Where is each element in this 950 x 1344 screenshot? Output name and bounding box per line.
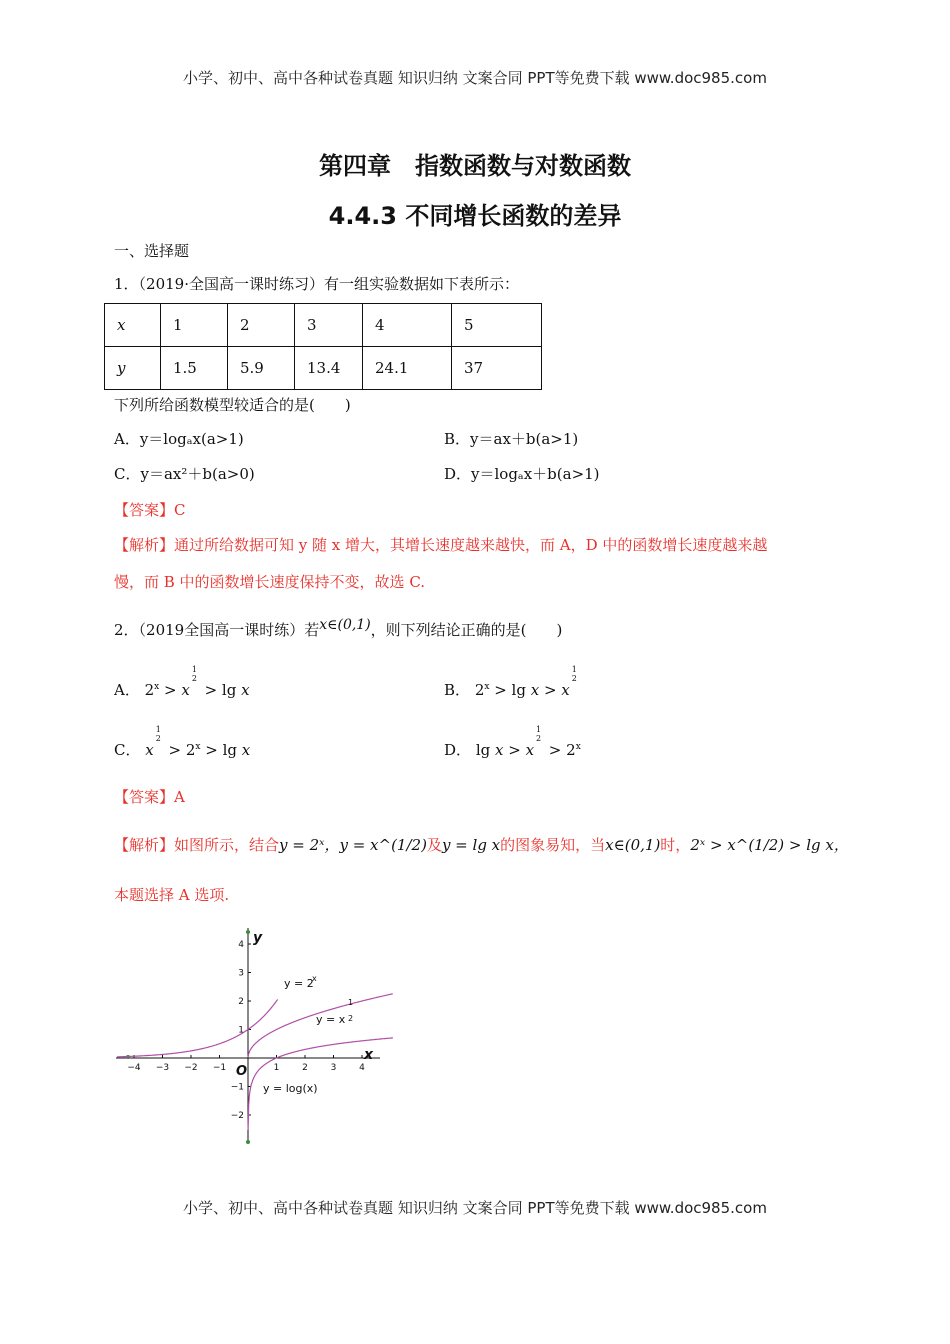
table-cell: 13.4 (295, 347, 363, 390)
q1-option-c: C．y＝ax²＋b(a>0) (114, 465, 255, 483)
chapter-title: 第四章 指数函数与对数函数 (319, 152, 631, 180)
q2-option-c (114, 725, 251, 760)
table-cell: 2 (228, 304, 295, 347)
x-tick-label: −4 (127, 1063, 141, 1073)
exp-label-sup: x (312, 974, 317, 983)
x-axis-label: x (364, 1047, 374, 1063)
q2-analysis-mid3: 时， (660, 836, 691, 854)
y-tick-label: 2 (238, 997, 244, 1007)
table-cell: y (105, 347, 161, 390)
y-axis-label: y (253, 930, 263, 946)
x-tick-label: −3 (155, 1063, 170, 1073)
table-row (105, 347, 542, 390)
q2-answer: 【答案】A (114, 788, 185, 806)
q2-analysis-prefix: 【解析】如图所示，结合 (114, 836, 280, 854)
q2-analysis-cond: x∈(0,1) (605, 836, 661, 854)
y-tick-label: −2 (230, 1111, 244, 1121)
section-title: 4.4.3 不同增长函数的差异 (328, 202, 622, 230)
section-label: 一、选择题 (114, 242, 190, 260)
table-row (105, 304, 542, 347)
q2-analysis-line1 (114, 834, 849, 855)
q2-option-a-label: A． (114, 681, 140, 699)
q2-option-a-math: $2^x > x$ 1 2 > lg x (144, 665, 250, 699)
q2-option-d-math: lg x > x 1 2 > $2^x$ (475, 725, 581, 759)
x-tick-label: 4 (359, 1063, 365, 1073)
sqrt-label-num: 1 (348, 998, 354, 1007)
q1-prompt: 下列所给函数模型较适合的是( ) (114, 396, 351, 414)
sqrt-label-den: 2 (348, 1014, 354, 1023)
q2-analysis-ineq: 2ˣ > x^(1/2) > lg x， (690, 836, 849, 854)
q2-analysis-line2: 本题选择 A 选项. (114, 886, 230, 904)
table-cell: 5 (452, 304, 542, 347)
q2-stem-prefix: 2．（2019全国高一课时练）若 (114, 621, 320, 639)
q2-stem-suffix: ，则下列结论正确的是( ) (370, 621, 563, 639)
graph-root (116, 928, 393, 1144)
y-axis-bottom-point (246, 1140, 250, 1144)
q1-option-a: A．y＝logₐx(a>1) (114, 430, 244, 448)
exp-curve (117, 999, 278, 1056)
q2-option-b (444, 665, 580, 700)
table-cell: 37 (452, 347, 542, 390)
table-cell: 5.9 (228, 347, 295, 390)
q1-stem: 1．（2019·全国高一课时练习）有一组实验数据如下表所示： (114, 275, 519, 293)
log-label: y = log(x) (263, 1082, 318, 1095)
page-footer: 小学、初中、高中各种试卷真题 知识归纳 文案合同 PPT等免费下载 www.doc985.com (183, 1199, 767, 1217)
page-header: 小学、初中、高中各种试卷真题 知识归纳 文案合同 PPT等免费下载 www.doc985.com (183, 69, 767, 87)
q2-stem-cond: x∈(0,1) (319, 617, 371, 633)
y-tick-label: −1 (230, 1082, 244, 1093)
q2-option-b-label: B． (444, 681, 471, 699)
x-tick-label: 2 (302, 1063, 308, 1073)
q1-analysis-line1: 【解析】通过所给数据可知 y 随 x 增大，其增长速度越来越快，而 A，D 中的函数增长速度越来越 (114, 536, 768, 554)
origin-label: O (236, 1064, 248, 1079)
sqrt-label: y = x (316, 1013, 346, 1026)
q2-option-c-label: C． (114, 741, 141, 759)
y-tick-label: 4 (238, 940, 244, 950)
x-tick-label: −1 (212, 1063, 227, 1073)
exp-label: y = 2 (284, 977, 314, 990)
table-cell: 4 (363, 304, 452, 347)
q2-analysis-mid2: 的图象易知，当 (500, 836, 606, 854)
table-cell: x (105, 304, 161, 347)
table-cell: 1 (161, 304, 228, 347)
x-tick-label: −2 (184, 1063, 198, 1073)
q1-data-table (104, 303, 542, 390)
x-tick-label: 3 (330, 1063, 337, 1073)
q1-option-b: B．y＝ax＋b(a>1) (444, 430, 579, 448)
q2-stem (114, 619, 562, 640)
q1-answer: 【答案】C (114, 501, 186, 519)
q1-option-d: D．y＝logₐx＋b(a>1) (444, 465, 600, 483)
y-tick-label: 1 (238, 1025, 244, 1036)
table-cell: 1.5 (161, 347, 228, 390)
q2-analysis-mid: 及 (426, 836, 442, 854)
y-tick-label: 3 (238, 968, 244, 979)
function-graph (108, 910, 398, 1150)
q1-analysis-line2: 慢，而 B 中的函数增长速度保持不变，故选 C. (114, 573, 426, 591)
q2-option-a (114, 665, 250, 700)
q2-analysis-f3: y = lg x (441, 836, 501, 854)
q2-analysis-f1: y = 2ˣ， (279, 836, 340, 854)
q2-option-b-math: $2^x > \lg x > x$ 1 2 (474, 665, 577, 699)
table-cell: 24.1 (363, 347, 452, 390)
q2-option-c-math: x 1 2 > $2^x > \lg x$ (145, 725, 251, 759)
q2-analysis-f2: y = x^(1/2) (339, 836, 427, 854)
x-tick-label: 1 (273, 1063, 280, 1073)
q2-option-d (444, 725, 581, 760)
y-axis-top-point (246, 930, 250, 934)
q2-option-d-label: D． (444, 741, 472, 759)
table-cell: 3 (295, 304, 363, 347)
